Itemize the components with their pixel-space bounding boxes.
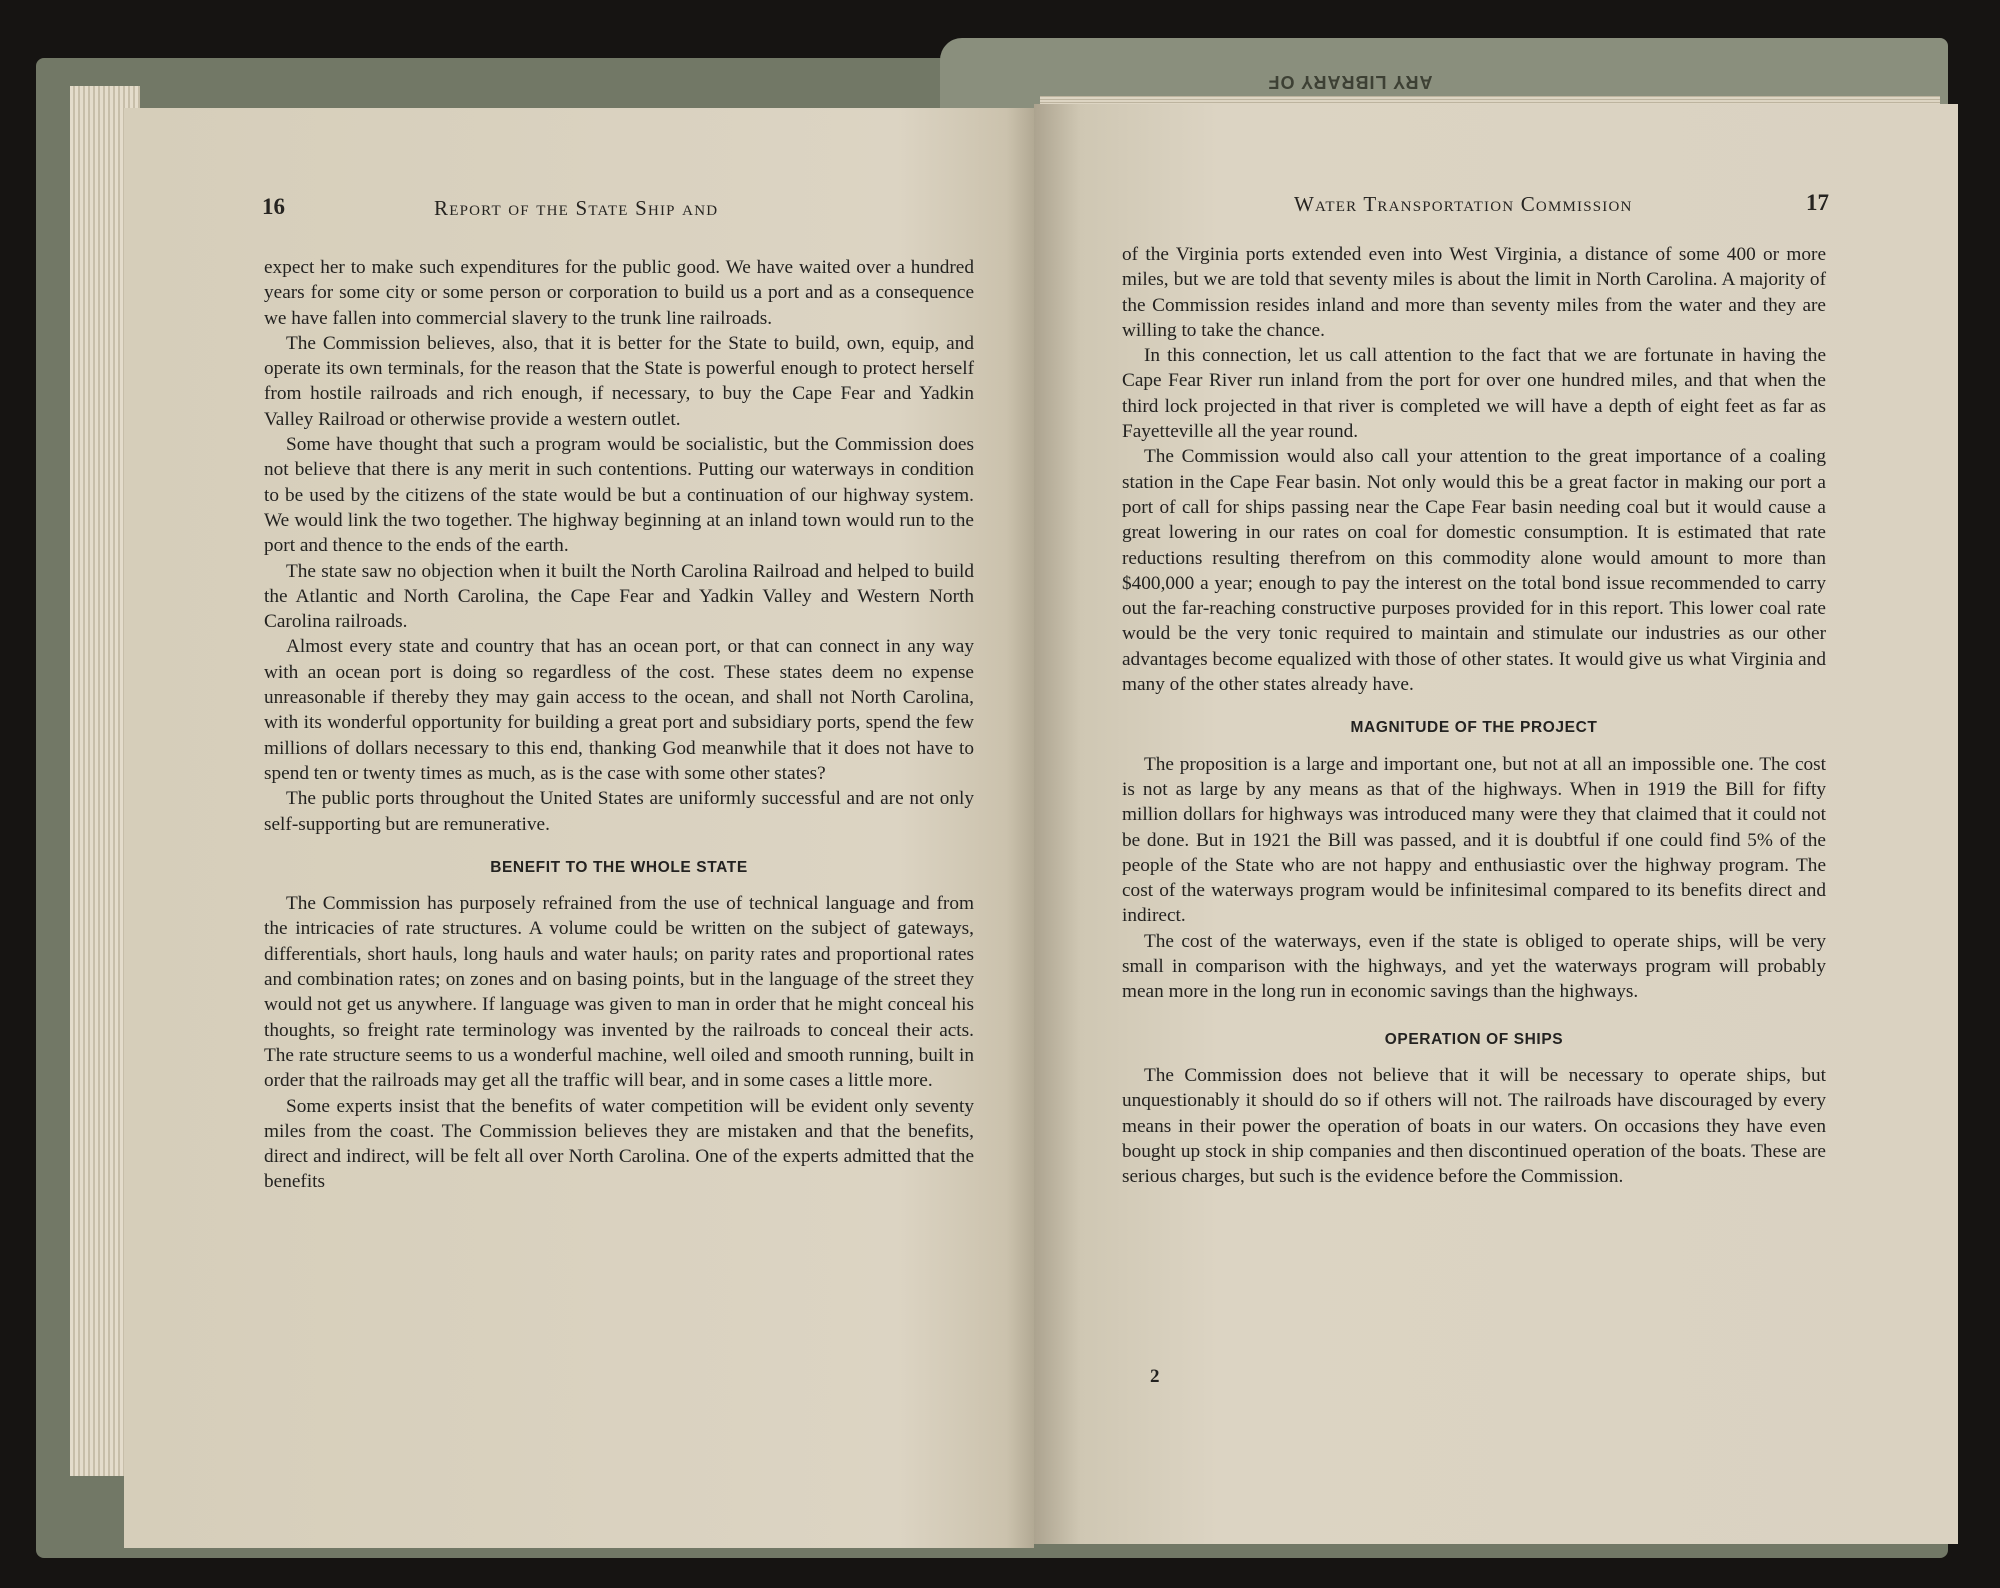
section-heading: MAGNITUDE OF THE PROJECT <box>1350 719 1598 737</box>
paragraph: The public ports throughout the United States are uniformly successful and are not only self-supporting but are remunerative. <box>264 788 974 835</box>
paragraph: Some have thought that such a program would be socialistic, but the Commission does not believe that there is any merit in such contentions. Putting our waterways in condition to be used by the citizens of the state would be but a continuation of our highway system. We would link the two together. The highway beginning at an inland town would run to the port and thence to the ends of the earth. <box>264 434 974 557</box>
page-number: 16 <box>262 194 285 219</box>
paragraph: The proposition is a large and important one, but not at all an impossible one. The cost is not as large by any means as that of the highways. When in 1919 the Bill for fifty million dollars for highways was introduced many were they that claimed that it could not be done. But in 1921 the Bill was passed, and it is doubtful if one could find 5% of the people of the State who are not happy and enthusiastic over the highway program. The cost of the waterways program would be infinitesimal compared to its benefits direct and indirect. <box>1122 753 1826 927</box>
paragraph: Some experts insist that the benefits of water competition will be evident only seventy miles from the coast. The Commission believes they are mistaken and that the benefits, direct and indirect, will be felt all over North Carolina. One of the experts admitted that the benefits <box>264 1095 974 1193</box>
paragraph: The Commission does not believe that it will be necessary to operate ships, but unquestionably it should do so if others will not. The railroads have discouraged by every means in their power the operation of boats in our waters. On occasions they have even bought up stock in ship companies and then discontinued operation of the boats. These are serious charges, but such is the evidence before the Commission. <box>1122 1064 1826 1188</box>
paragraph: expect her to make such expenditures for the public good. We have waited over a hundred years for some city or some person or corporation to build us a port and as a consequence we have fallen into commercial slavery to the trunk line railroads. <box>264 257 974 329</box>
running-header: Water Transportation Commission <box>1294 192 1633 216</box>
paragraph: In this connection, let us call attention to the fact that we are fortunate in having the Cape Fear River run inland from the port for over one hundred miles, and that when the third lock projected in that river is completed we will have a depth of eight feet as far as Fayetteville all the year round. <box>1122 345 1826 443</box>
spine-label: ARY LIBRARY OF <box>1267 72 1433 92</box>
right-body-text <box>1122 242 1826 1189</box>
paragraph: of the Virginia ports extended even into West Virginia, a distance of some 400 or more miles, but we are told that seventy miles is about the limit in North Carolina. A majority of the Commission resides inland and more than seventy miles from the water and they are willing to take the chance. <box>1122 244 1826 341</box>
running-header: Report of the State Ship and <box>434 196 719 220</box>
paragraph: The state saw no objection when it built the North Carolina Railroad and helped to build the Atlantic and North Carolina, the Cape Fear and Yadkin Valley and Western North Carolina railroads. <box>264 560 974 633</box>
paragraph: The cost of the waterways, even if the state is obliged to operate ships, will be very small in comparison with the highways, and yet the waterways program will probably mean more in the long run in economic savings than the highways. <box>1122 930 1826 1003</box>
section-heading: BENEFIT TO THE WHOLE STATE <box>490 858 748 876</box>
paragraph: The Commission would also call your attention to the great importance of a coaling station in the Cape Fear basin. Not only would this be a great factor in making our port a port of call for ships passing near the Cape Fear basin needing coal but it would cause a great lowering in our rates on coal for domestic consumption. It is estimated that rate reductions resulting therefrom on this commodity alone would amount to more than $400,000 a year; enough to pay the interest on the total bond issue recommended to carry out the far-reaching constructive purposes provided for in this report. This lower coal rate would be the very tonic required to maintain and stimulate our industries as our other advantages become equalized with those of other states. It would give us what Virginia and many of the other states already have. <box>1122 446 1826 696</box>
page-number: 17 <box>1806 190 1829 215</box>
paragraph: The Commission has purposely refrained from the use of technical language and from the intricacies of rate structures. A volume could be written on the subject of gateways, differentials, short hauls, long hauls and water hauls; on parity rates and proportional rates and combination rates; on zones and on basing points, but in the language of the street they would not get us anywhere. If language was given to man in order that he might conceal his thoughts, so freight rate terminology was invented by the railroads to conceal their acts. The rate structure seems to us a wonderful machine, well oiled and smooth running, built in order that the railroads may get all the traffic will bear, and in some cases a little more. <box>264 893 974 1092</box>
left-body-text <box>264 255 974 1195</box>
section-heading: OPERATION OF SHIPS <box>1384 1030 1564 1048</box>
paragraph: The Commission believes, also, that it is better for the State to build, own, equip, and operate its own terminals, for the reason that the State is powerful enough to protect herself from hostile railroads and rich enough, if necessary, to buy the Cape Fear and Yadkin Valley Railroad or otherwise provide a western outlet. <box>264 332 974 430</box>
left-page <box>124 108 1034 1548</box>
paragraph: Almost every state and country that has an ocean port, or that can connect in any way with an ocean port is doing so regardless of the cost. These states deem no expense unreasonable if thereby they may gain access to the ocean, and shall not North Carolina, with its wonderful opportunity for building a great port and subsidiary ports, spend the few millions of dollars necessary to this end, thanking God meanwhile that it does not have to spend ten or twenty times as much, as is the case with some other states? <box>264 636 974 784</box>
right-page <box>1034 104 1958 1544</box>
signature-mark: 2 <box>1150 1366 1160 1387</box>
